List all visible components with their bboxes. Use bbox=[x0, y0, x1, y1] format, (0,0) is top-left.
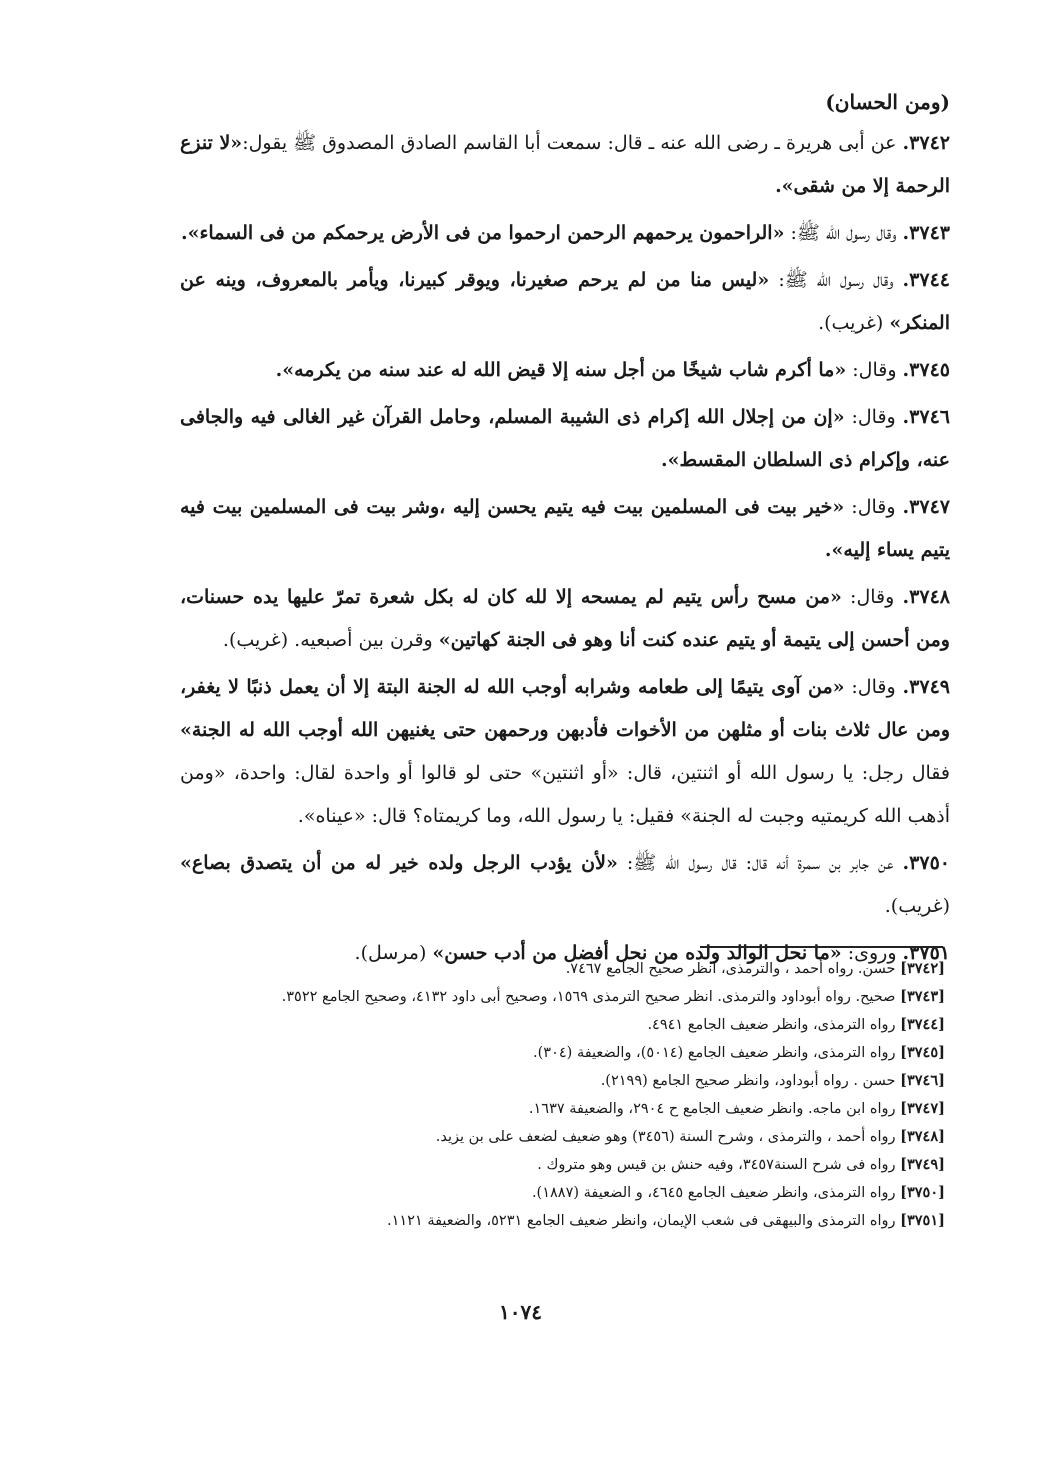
hadith-grade: وقرن بين أصبعيه. (غريب). bbox=[222, 629, 439, 651]
hadith-quote: «إن من إجلال الله إكرام ذى الشيبة المسلم، وحامل القرآن غير الغالى فيه والجافى عنه، وإكرام ذى السلطان المقسط». bbox=[180, 406, 950, 471]
hadith-entry bbox=[180, 122, 950, 208]
footnote-text: رواه الترمذى، وانظر ضعيف الجامع ٤٩٤١. bbox=[647, 1017, 901, 1033]
footnote-text: صحيح. رواه أبوداود والترمذى. انظر صحيح الترمذى ١٥٦٩، وصحيح أبى داود ٤١٣٢، وصحيح الجامع ٣٥٢٢. bbox=[281, 989, 901, 1005]
hadith-quote: «خير بيت فى المسلمين بيت فيه يتيم يحسن إليه ،وشر بيت فى المسلمين بيت فيه يتيم يساء إليه». bbox=[180, 496, 950, 561]
footnote bbox=[180, 1039, 945, 1067]
hadith-quote: «الراحمون يرحمهم الرحمن ارحموا من فى الأرض يرحمكم من فى السماء». bbox=[180, 222, 785, 244]
hadith-grade: (غريب). bbox=[818, 312, 890, 334]
hadith-number: ٣٧٥٠. bbox=[902, 852, 950, 874]
footnote-text: رواه الترمذى والبيهقى فى شعب الإيمان، وانظر ضعيف الجامع ٥٢٣١، والضعيفة ١١٢١. bbox=[386, 1213, 901, 1229]
footnote bbox=[180, 1123, 945, 1151]
footnote-number: [٣٧٥٠] bbox=[900, 1184, 945, 1201]
hadith-number: ٣٧٤٧. bbox=[902, 496, 950, 518]
footnote bbox=[180, 1095, 945, 1123]
hadith-intro: وقال رسول الله ﷺ: bbox=[769, 269, 903, 291]
footnote bbox=[180, 1207, 945, 1235]
footnote bbox=[180, 955, 945, 983]
footnote-text: رواه فى شرح السنة٣٤٥٧، وفيه حنش بن قيس وهو متروك . bbox=[537, 1157, 901, 1173]
hadith-quote: «ما نحل الوالد ولده من نحل أفضل من أدب حسن» bbox=[432, 942, 842, 964]
hadith-quote: «ما أكرم شاب شيخًا من أجل سنه إلا قيض الله له عند سنه من يكرمه». bbox=[275, 359, 847, 381]
hadith-grade: فقال رجل: يا رسول الله أو اثنتين، قال: «أو اثنتين» حتى لو قالوا أو واحدة لقال: واحدة، «ومن أذهب الله كريمتيه وجبت له الجنة» فقيل: يا رسول الله، وما كريمتاه؟ قال: «عيناه». bbox=[180, 762, 950, 827]
footnote-number: [٣٧٤٧] bbox=[900, 1100, 945, 1117]
footnote bbox=[180, 1067, 945, 1095]
hadith-list bbox=[180, 122, 950, 975]
hadith-grade: (مرسل). bbox=[354, 942, 433, 964]
footnote-text: حسن . رواه أبوداود، وانظر صحيح الجامع (٢١٩٩). bbox=[600, 1073, 901, 1089]
hadith-quote: «من آوى يتيمًا إلى طعامه وشرابه أوجب الله له الجنة البتة إلا أن يعمل ذنبًا لا يغفر، ومن عال ثلاث بنات أو مثلهن من الأخوات فأدبهن ورحمهن حتى يغنيهن الله أوجب الله له الجنة» bbox=[180, 676, 950, 741]
hadith-quote: «لا تنزع الرحمة إلا من شقى». bbox=[180, 132, 950, 197]
footnote-text: حسن. رواه أحمد ، والترمذى، انظر صحيح الجامع ٧٤٦٧. bbox=[565, 961, 901, 977]
footnote-text: رواه أحمد ، والترمذى ، وشرح السنة (٣٤٥٦) وهو ضعيف لضعف على بن يزيد. bbox=[435, 1129, 901, 1145]
hadith-number: ٣٧٥١. bbox=[902, 942, 950, 964]
hadith-intro: عن أبى هريرة ـ رضى الله عنه ـ قال: سمعت أبا القاسم الصادق المصدوق ﷺ يقول: bbox=[242, 132, 903, 154]
footnote-number: [٣٧٤٦] bbox=[900, 1072, 945, 1089]
hadith-quote: «لأن يؤدب الرجل ولده خير له من أن يتصدق بصاع» bbox=[180, 852, 618, 874]
hadith-entry bbox=[180, 842, 950, 928]
footnote-number: [٣٧٥١] bbox=[900, 1212, 945, 1229]
footnote-number: [٣٧٤٨] bbox=[900, 1128, 945, 1145]
hadith-number: ٣٧٤٥. bbox=[902, 359, 950, 381]
hadith-grade: (غريب). bbox=[884, 895, 950, 917]
main-text bbox=[180, 90, 950, 979]
hadith-intro: وقال: bbox=[844, 676, 903, 698]
hadith-number: ٣٧٤٨. bbox=[902, 586, 950, 608]
hadith-number: ٣٧٤٢. bbox=[902, 132, 950, 154]
hadith-quote: «ليس منا من لم يرحم صغيرنا، ويوقر كبيرنا، ويأمر بالمعروف، وينه عن المنكر» bbox=[180, 269, 950, 334]
hadith-intro: وقال: bbox=[844, 406, 903, 428]
hadith-entry bbox=[180, 576, 950, 662]
footnote-text: رواه الترمذى، وانظر ضعيف الجامع ٤٦٤٥، و الضعيفة (١٨٨٧). bbox=[531, 1185, 901, 1201]
hadith-number: ٣٧٤٤. bbox=[902, 269, 950, 291]
hadith-entry bbox=[180, 666, 950, 838]
hadith-quote: «من مسح رأس يتيم لم يمسحه إلا لله كان له بكل شعرة تمرّ عليها يده حسنات، ومن أحسن إلى يتيمة أو يتيم عنده كنت أنا وهو فى الجنة كهاتين» bbox=[180, 586, 950, 651]
footnotes bbox=[180, 955, 945, 1235]
footnote-number: [٣٧٤٤] bbox=[900, 1016, 945, 1033]
hadith-number: ٣٧٤٣. bbox=[902, 222, 950, 244]
hadith-entry bbox=[180, 212, 950, 255]
footnote-text: رواه ابن ماجه. وانظر ضعيف الجامع ح ٢٩٠٤، والضعيفة ١٦٣٧. bbox=[528, 1101, 901, 1117]
hadith-entry bbox=[180, 259, 950, 345]
footnote-number: [٣٧٤٩] bbox=[900, 1156, 945, 1173]
footnote-number: [٣٧٤٢] bbox=[900, 960, 945, 977]
hadith-intro: وقال: bbox=[844, 496, 903, 518]
page-number: ١٠٧٤ bbox=[499, 1300, 542, 1324]
hadith-entry bbox=[180, 349, 950, 392]
footnote-number: [٣٧٤٥] bbox=[900, 1044, 945, 1061]
footnote bbox=[180, 983, 945, 1011]
hadith-number: ٣٧٤٩. bbox=[902, 676, 950, 698]
footnote-divider bbox=[700, 946, 943, 948]
hadith-intro: عن جابر بن سمرة أنه قال: قال رسول الله ﷺ: bbox=[617, 852, 903, 874]
footnote-number: [٣٧٤٣] bbox=[900, 988, 945, 1005]
hadith-intro: وقال رسول الله ﷺ: bbox=[784, 222, 903, 244]
section-title: (ومن الحسان) bbox=[825, 90, 950, 114]
hadith-entry bbox=[180, 396, 950, 482]
hadith-entry bbox=[180, 486, 950, 572]
footnote bbox=[180, 1151, 945, 1179]
hadith-intro: وروى: bbox=[841, 942, 903, 964]
hadith-number: ٣٧٤٦. bbox=[902, 406, 950, 428]
footnote bbox=[180, 1179, 945, 1207]
footnote-text: رواه الترمذى، وانظر ضعيف الجامع (٥٠١٤)، والضعيفة (٣٠٤). bbox=[533, 1045, 901, 1061]
hadith-intro: وقال: bbox=[846, 359, 903, 381]
footnote bbox=[180, 1011, 945, 1039]
hadith-intro: وقال: bbox=[841, 586, 903, 608]
